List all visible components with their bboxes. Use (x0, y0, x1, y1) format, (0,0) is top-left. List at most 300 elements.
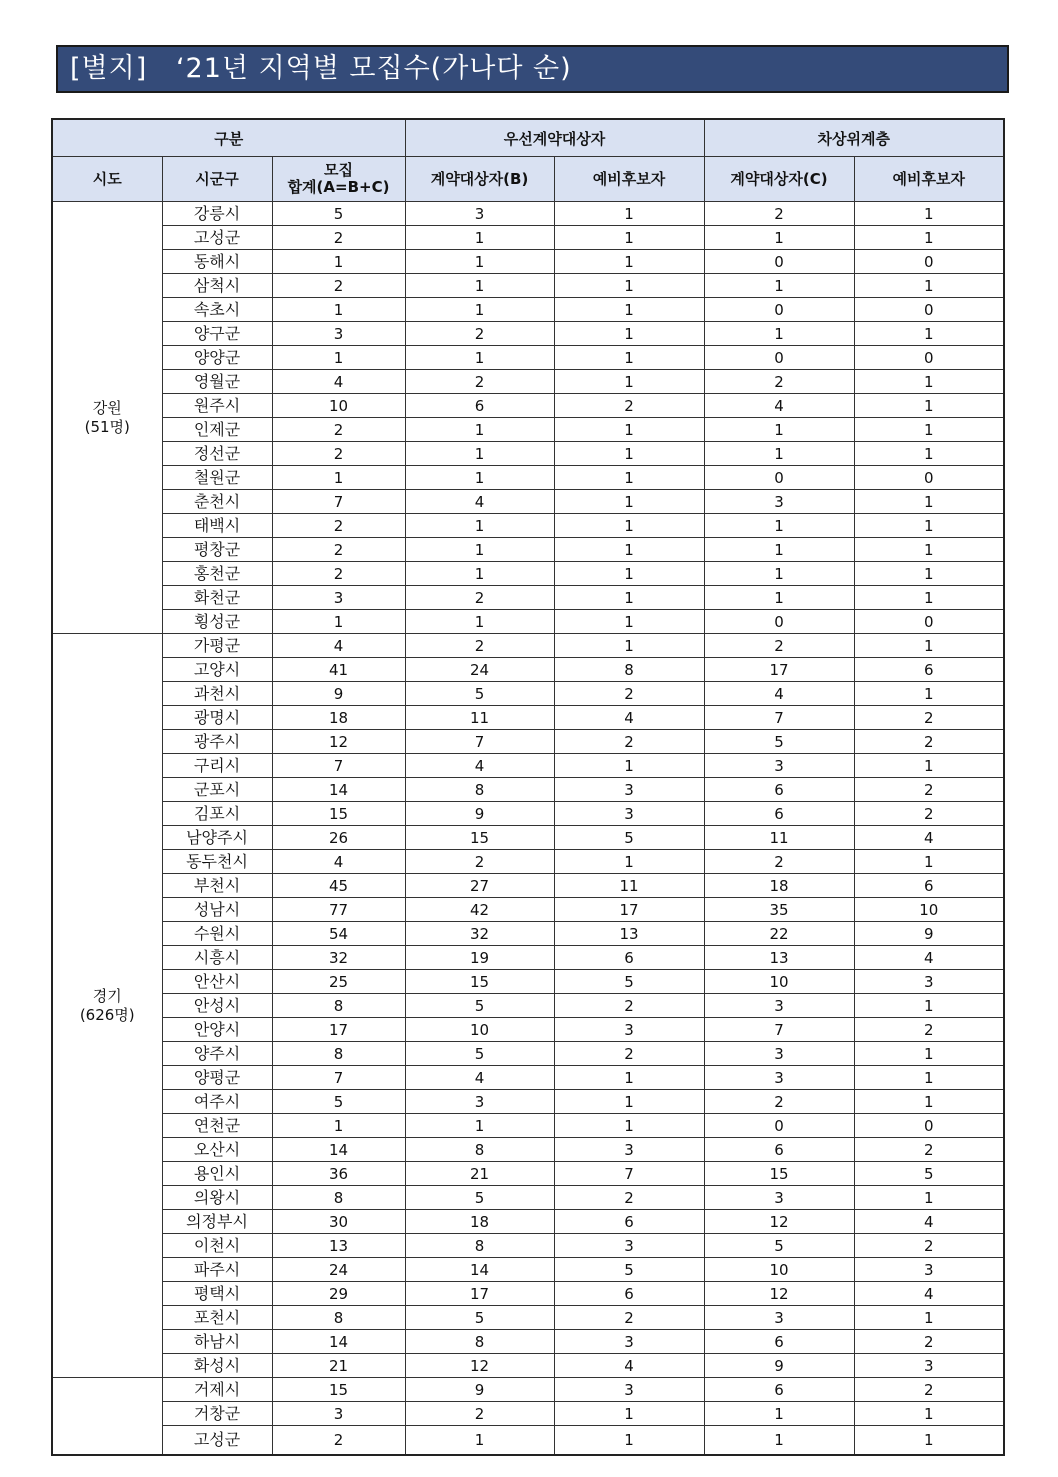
next-reserve-cell: 1 (854, 1066, 1004, 1090)
sigungu-cell: 군포시 (162, 778, 272, 802)
table-row (52, 682, 1004, 706)
priority-reserve-cell: 17 (554, 898, 704, 922)
header-priority-group: 우선계약대상자 (405, 119, 704, 157)
priority-contract-cell: 3 (405, 1090, 554, 1114)
table-row (52, 562, 1004, 586)
table-row (52, 778, 1004, 802)
next-contract-cell: 0 (704, 250, 854, 274)
priority-reserve-cell: 1 (554, 346, 704, 370)
next-contract-cell: 1 (704, 1402, 854, 1426)
next-contract-cell: 1 (704, 562, 854, 586)
total-cell: 25 (272, 970, 405, 994)
total-cell: 1 (272, 346, 405, 370)
priority-contract-cell: 5 (405, 682, 554, 706)
header-row-groups (52, 119, 1004, 157)
priority-contract-cell: 5 (405, 1306, 554, 1330)
total-cell: 2 (272, 226, 405, 250)
next-contract-cell: 7 (704, 706, 854, 730)
table-row (52, 802, 1004, 826)
table-row (52, 538, 1004, 562)
next-contract-cell: 1 (704, 226, 854, 250)
next-reserve-cell: 1 (854, 1402, 1004, 1426)
table-row (52, 274, 1004, 298)
sido-cell (52, 634, 162, 1378)
next-reserve-cell: 1 (854, 1090, 1004, 1114)
next-contract-cell: 15 (704, 1162, 854, 1186)
priority-contract-cell: 9 (405, 1378, 554, 1402)
sigungu-cell: 부천시 (162, 874, 272, 898)
next-contract-cell: 6 (704, 778, 854, 802)
priority-contract-cell: 21 (405, 1162, 554, 1186)
next-contract-cell: 3 (704, 1306, 854, 1330)
table-row (52, 994, 1004, 1018)
priority-reserve-cell: 1 (554, 466, 704, 490)
total-cell: 1 (272, 250, 405, 274)
priority-contract-cell: 1 (405, 226, 554, 250)
sigungu-cell: 동두천시 (162, 850, 272, 874)
next-reserve-cell: 0 (854, 466, 1004, 490)
sigungu-cell: 인제군 (162, 418, 272, 442)
priority-contract-cell: 8 (405, 1138, 554, 1162)
priority-contract-cell: 19 (405, 946, 554, 970)
priority-contract-cell: 1 (405, 250, 554, 274)
total-cell: 32 (272, 946, 405, 970)
header-gubun: 구분 (52, 119, 405, 157)
priority-contract-cell: 11 (405, 706, 554, 730)
priority-reserve-cell: 1 (554, 538, 704, 562)
sigungu-cell: 연천군 (162, 1114, 272, 1138)
next-contract-cell: 17 (704, 658, 854, 682)
priority-reserve-cell: 11 (554, 874, 704, 898)
header-priority-reserve: 예비후보자 (554, 157, 704, 202)
next-contract-cell: 22 (704, 922, 854, 946)
table-row (52, 226, 1004, 250)
total-cell: 1 (272, 1114, 405, 1138)
total-cell: 15 (272, 802, 405, 826)
sigungu-cell: 거창군 (162, 1402, 272, 1426)
table-row (52, 1378, 1004, 1402)
sigungu-cell: 수원시 (162, 922, 272, 946)
priority-reserve-cell: 1 (554, 226, 704, 250)
sigungu-cell: 속초시 (162, 298, 272, 322)
sido-name: 강원 (92, 398, 122, 417)
next-reserve-cell: 3 (854, 1258, 1004, 1282)
next-contract-cell: 1 (704, 586, 854, 610)
next-contract-cell: 10 (704, 970, 854, 994)
sigungu-cell: 용인시 (162, 1162, 272, 1186)
sido-cell (52, 202, 162, 634)
table-row (52, 1258, 1004, 1282)
next-reserve-cell: 10 (854, 898, 1004, 922)
sigungu-cell: 동해시 (162, 250, 272, 274)
next-reserve-cell: 1 (854, 442, 1004, 466)
table-row (52, 922, 1004, 946)
sigungu-cell: 화성시 (162, 1354, 272, 1378)
priority-contract-cell: 2 (405, 370, 554, 394)
total-cell: 7 (272, 490, 405, 514)
sigungu-cell: 홍천군 (162, 562, 272, 586)
table-row (52, 1018, 1004, 1042)
priority-reserve-cell: 2 (554, 730, 704, 754)
priority-reserve-cell: 2 (554, 994, 704, 1018)
next-reserve-cell: 1 (854, 490, 1004, 514)
header-total-line1: 모집 (324, 161, 353, 179)
priority-reserve-cell: 1 (554, 274, 704, 298)
next-contract-cell: 6 (704, 1138, 854, 1162)
priority-contract-cell: 5 (405, 1042, 554, 1066)
sigungu-cell: 하남시 (162, 1330, 272, 1354)
priority-reserve-cell: 13 (554, 922, 704, 946)
sigungu-cell: 가평군 (162, 634, 272, 658)
priority-reserve-cell: 1 (554, 610, 704, 634)
sigungu-cell: 삼척시 (162, 274, 272, 298)
next-contract-cell: 10 (704, 1258, 854, 1282)
next-contract-cell: 3 (704, 1042, 854, 1066)
total-cell: 14 (272, 1330, 405, 1354)
sigungu-cell: 춘천시 (162, 490, 272, 514)
total-cell: 15 (272, 1378, 405, 1402)
sigungu-cell: 태백시 (162, 514, 272, 538)
total-cell: 14 (272, 1138, 405, 1162)
total-cell: 2 (272, 442, 405, 466)
priority-contract-cell: 2 (405, 1402, 554, 1426)
priority-reserve-cell: 1 (554, 634, 704, 658)
total-cell: 8 (272, 1186, 405, 1210)
priority-contract-cell: 2 (405, 850, 554, 874)
next-reserve-cell: 1 (854, 634, 1004, 658)
total-cell: 77 (272, 898, 405, 922)
priority-contract-cell: 9 (405, 802, 554, 826)
sigungu-cell: 양구군 (162, 322, 272, 346)
sigungu-cell: 성남시 (162, 898, 272, 922)
total-cell: 29 (272, 1282, 405, 1306)
priority-contract-cell: 1 (405, 538, 554, 562)
total-cell: 1 (272, 610, 405, 634)
table-row (52, 1186, 1004, 1210)
next-contract-cell: 1 (704, 274, 854, 298)
sigungu-cell: 안양시 (162, 1018, 272, 1042)
table-row (52, 946, 1004, 970)
next-contract-cell: 4 (704, 682, 854, 706)
total-cell: 18 (272, 706, 405, 730)
sigungu-cell: 포천시 (162, 1306, 272, 1330)
priority-reserve-cell: 1 (554, 1090, 704, 1114)
next-contract-cell: 7 (704, 1018, 854, 1042)
priority-reserve-cell: 5 (554, 1258, 704, 1282)
table-row (52, 874, 1004, 898)
next-reserve-cell: 2 (854, 778, 1004, 802)
next-reserve-cell: 2 (854, 1378, 1004, 1402)
total-cell: 4 (272, 370, 405, 394)
next-contract-cell: 2 (704, 1090, 854, 1114)
header-next-reserve: 예비후보자 (854, 157, 1004, 202)
next-reserve-cell: 0 (854, 610, 1004, 634)
next-contract-cell: 1 (704, 322, 854, 346)
next-contract-cell: 0 (704, 346, 854, 370)
priority-contract-cell: 32 (405, 922, 554, 946)
next-contract-cell: 2 (704, 634, 854, 658)
sigungu-cell: 과천시 (162, 682, 272, 706)
sigungu-cell: 안산시 (162, 970, 272, 994)
priority-contract-cell: 5 (405, 994, 554, 1018)
table-row (52, 1090, 1004, 1114)
priority-reserve-cell: 1 (554, 1114, 704, 1138)
next-contract-cell: 2 (704, 850, 854, 874)
priority-contract-cell: 1 (405, 418, 554, 442)
priority-contract-cell: 4 (405, 1066, 554, 1090)
sido-count: (51명) (84, 417, 130, 436)
priority-contract-cell: 1 (405, 514, 554, 538)
table-row (52, 322, 1004, 346)
priority-contract-cell: 27 (405, 874, 554, 898)
sigungu-cell: 평창군 (162, 538, 272, 562)
priority-contract-cell: 1 (405, 442, 554, 466)
header-total (272, 157, 405, 202)
total-cell: 8 (272, 1306, 405, 1330)
priority-reserve-cell: 3 (554, 778, 704, 802)
sigungu-cell: 양주시 (162, 1042, 272, 1066)
priority-reserve-cell: 3 (554, 1138, 704, 1162)
priority-reserve-cell: 1 (554, 754, 704, 778)
priority-reserve-cell: 6 (554, 1210, 704, 1234)
recruitment-table (51, 118, 1005, 1456)
next-reserve-cell: 2 (854, 730, 1004, 754)
next-reserve-cell: 1 (854, 322, 1004, 346)
total-cell: 9 (272, 682, 405, 706)
next-reserve-cell: 1 (854, 1426, 1004, 1456)
priority-contract-cell: 18 (405, 1210, 554, 1234)
priority-reserve-cell: 1 (554, 850, 704, 874)
header-priority-contract: 계약대상자(B) (405, 157, 554, 202)
next-contract-cell: 1 (704, 1426, 854, 1456)
table-row (52, 826, 1004, 850)
sigungu-cell: 의정부시 (162, 1210, 272, 1234)
table-row (52, 1330, 1004, 1354)
header-sigungu: 시군구 (162, 157, 272, 202)
next-reserve-cell: 5 (854, 1162, 1004, 1186)
priority-contract-cell: 4 (405, 490, 554, 514)
table-row (52, 706, 1004, 730)
next-reserve-cell: 4 (854, 826, 1004, 850)
next-reserve-cell: 1 (854, 370, 1004, 394)
total-cell: 30 (272, 1210, 405, 1234)
next-contract-cell: 0 (704, 466, 854, 490)
total-cell: 41 (272, 658, 405, 682)
table-row (52, 1042, 1004, 1066)
sigungu-cell: 고성군 (162, 1426, 272, 1456)
priority-contract-cell: 1 (405, 346, 554, 370)
next-reserve-cell: 6 (854, 874, 1004, 898)
priority-reserve-cell: 6 (554, 1282, 704, 1306)
table-row (52, 610, 1004, 634)
total-cell: 5 (272, 1090, 405, 1114)
priority-reserve-cell: 1 (554, 514, 704, 538)
next-contract-cell: 1 (704, 418, 854, 442)
priority-contract-cell: 24 (405, 658, 554, 682)
priority-reserve-cell: 2 (554, 1186, 704, 1210)
priority-reserve-cell: 8 (554, 658, 704, 682)
next-reserve-cell: 1 (854, 562, 1004, 586)
next-reserve-cell: 1 (854, 586, 1004, 610)
next-contract-cell: 13 (704, 946, 854, 970)
next-contract-cell: 5 (704, 1234, 854, 1258)
next-contract-cell: 3 (704, 490, 854, 514)
sigungu-cell: 원주시 (162, 394, 272, 418)
sigungu-cell: 구리시 (162, 754, 272, 778)
next-contract-cell: 0 (704, 1114, 854, 1138)
priority-reserve-cell: 7 (554, 1162, 704, 1186)
sigungu-cell: 횡성군 (162, 610, 272, 634)
next-contract-cell: 4 (704, 394, 854, 418)
priority-contract-cell: 1 (405, 562, 554, 586)
priority-contract-cell: 10 (405, 1018, 554, 1042)
next-reserve-cell: 4 (854, 1282, 1004, 1306)
total-cell: 1 (272, 466, 405, 490)
table-row (52, 514, 1004, 538)
next-reserve-cell: 0 (854, 298, 1004, 322)
next-contract-cell: 6 (704, 1378, 854, 1402)
header-total-line2: 합계(A=B+C) (287, 178, 390, 196)
priority-contract-cell: 1 (405, 610, 554, 634)
table-row (52, 1426, 1004, 1456)
next-reserve-cell: 1 (854, 850, 1004, 874)
priority-reserve-cell: 1 (554, 1402, 704, 1426)
sigungu-cell: 김포시 (162, 802, 272, 826)
priority-reserve-cell: 3 (554, 802, 704, 826)
total-cell: 2 (272, 1426, 405, 1456)
next-contract-cell: 6 (704, 802, 854, 826)
next-reserve-cell: 1 (854, 394, 1004, 418)
table-row (52, 1402, 1004, 1426)
total-cell: 13 (272, 1234, 405, 1258)
priority-reserve-cell: 3 (554, 1018, 704, 1042)
priority-reserve-cell: 1 (554, 322, 704, 346)
next-reserve-cell: 1 (854, 418, 1004, 442)
sigungu-cell: 광명시 (162, 706, 272, 730)
next-contract-cell: 35 (704, 898, 854, 922)
next-contract-cell: 2 (704, 370, 854, 394)
sigungu-cell: 의왕시 (162, 1186, 272, 1210)
next-reserve-cell: 2 (854, 1330, 1004, 1354)
total-cell: 12 (272, 730, 405, 754)
total-cell: 3 (272, 322, 405, 346)
next-contract-cell: 0 (704, 610, 854, 634)
sigungu-cell: 양평군 (162, 1066, 272, 1090)
table-body (52, 202, 1004, 1456)
sido-name: 경기 (92, 986, 122, 1005)
header-next-contract: 계약대상자(C) (704, 157, 854, 202)
next-contract-cell: 1 (704, 514, 854, 538)
table-row (52, 490, 1004, 514)
priority-contract-cell: 15 (405, 826, 554, 850)
table-row (52, 1234, 1004, 1258)
table-row (52, 1282, 1004, 1306)
total-cell: 14 (272, 778, 405, 802)
priority-contract-cell: 2 (405, 634, 554, 658)
total-cell: 3 (272, 1402, 405, 1426)
priority-contract-cell: 2 (405, 586, 554, 610)
next-contract-cell: 12 (704, 1210, 854, 1234)
total-cell: 17 (272, 1018, 405, 1042)
total-cell: 7 (272, 1066, 405, 1090)
next-reserve-cell: 4 (854, 1210, 1004, 1234)
next-reserve-cell: 0 (854, 346, 1004, 370)
priority-reserve-cell: 1 (554, 298, 704, 322)
next-reserve-cell: 1 (854, 754, 1004, 778)
total-cell: 4 (272, 634, 405, 658)
table-row (52, 970, 1004, 994)
next-reserve-cell: 2 (854, 706, 1004, 730)
priority-contract-cell: 8 (405, 778, 554, 802)
next-contract-cell: 18 (704, 874, 854, 898)
next-reserve-cell: 9 (854, 922, 1004, 946)
next-contract-cell: 2 (704, 202, 854, 226)
total-cell: 2 (272, 562, 405, 586)
header-sido: 시도 (52, 157, 162, 202)
priority-reserve-cell: 1 (554, 1066, 704, 1090)
priority-contract-cell: 42 (405, 898, 554, 922)
table-row (52, 634, 1004, 658)
priority-contract-cell: 1 (405, 298, 554, 322)
next-reserve-cell: 1 (854, 682, 1004, 706)
table-row (52, 298, 1004, 322)
sigungu-cell: 시흥시 (162, 946, 272, 970)
priority-contract-cell: 2 (405, 322, 554, 346)
total-cell: 10 (272, 394, 405, 418)
next-contract-cell: 5 (704, 730, 854, 754)
table-row (52, 1210, 1004, 1234)
total-cell: 8 (272, 1042, 405, 1066)
priority-contract-cell: 1 (405, 1114, 554, 1138)
total-cell: 2 (272, 418, 405, 442)
total-cell: 8 (272, 994, 405, 1018)
next-reserve-cell: 1 (854, 514, 1004, 538)
next-contract-cell: 1 (704, 538, 854, 562)
next-reserve-cell: 1 (854, 1186, 1004, 1210)
priority-reserve-cell: 1 (554, 442, 704, 466)
sigungu-cell: 철원군 (162, 466, 272, 490)
priority-contract-cell: 3 (405, 202, 554, 226)
priority-reserve-cell: 1 (554, 370, 704, 394)
header-row-columns (52, 157, 1004, 202)
priority-contract-cell: 17 (405, 1282, 554, 1306)
sigungu-cell: 안성시 (162, 994, 272, 1018)
priority-reserve-cell: 1 (554, 250, 704, 274)
table-row (52, 394, 1004, 418)
table-row (52, 1066, 1004, 1090)
table-row (52, 1138, 1004, 1162)
priority-contract-cell: 8 (405, 1330, 554, 1354)
priority-contract-cell: 8 (405, 1234, 554, 1258)
priority-contract-cell: 1 (405, 466, 554, 490)
priority-contract-cell: 1 (405, 1426, 554, 1456)
table-row (52, 1114, 1004, 1138)
priority-reserve-cell: 2 (554, 1306, 704, 1330)
table-row (52, 466, 1004, 490)
table-row (52, 586, 1004, 610)
next-reserve-cell: 1 (854, 226, 1004, 250)
total-cell: 5 (272, 202, 405, 226)
next-reserve-cell: 1 (854, 538, 1004, 562)
priority-reserve-cell: 3 (554, 1378, 704, 1402)
total-cell: 4 (272, 850, 405, 874)
sigungu-cell: 고양시 (162, 658, 272, 682)
priority-reserve-cell: 5 (554, 826, 704, 850)
table-row (52, 658, 1004, 682)
header-next-group: 차상위계층 (704, 119, 1004, 157)
priority-reserve-cell: 1 (554, 202, 704, 226)
total-cell: 45 (272, 874, 405, 898)
